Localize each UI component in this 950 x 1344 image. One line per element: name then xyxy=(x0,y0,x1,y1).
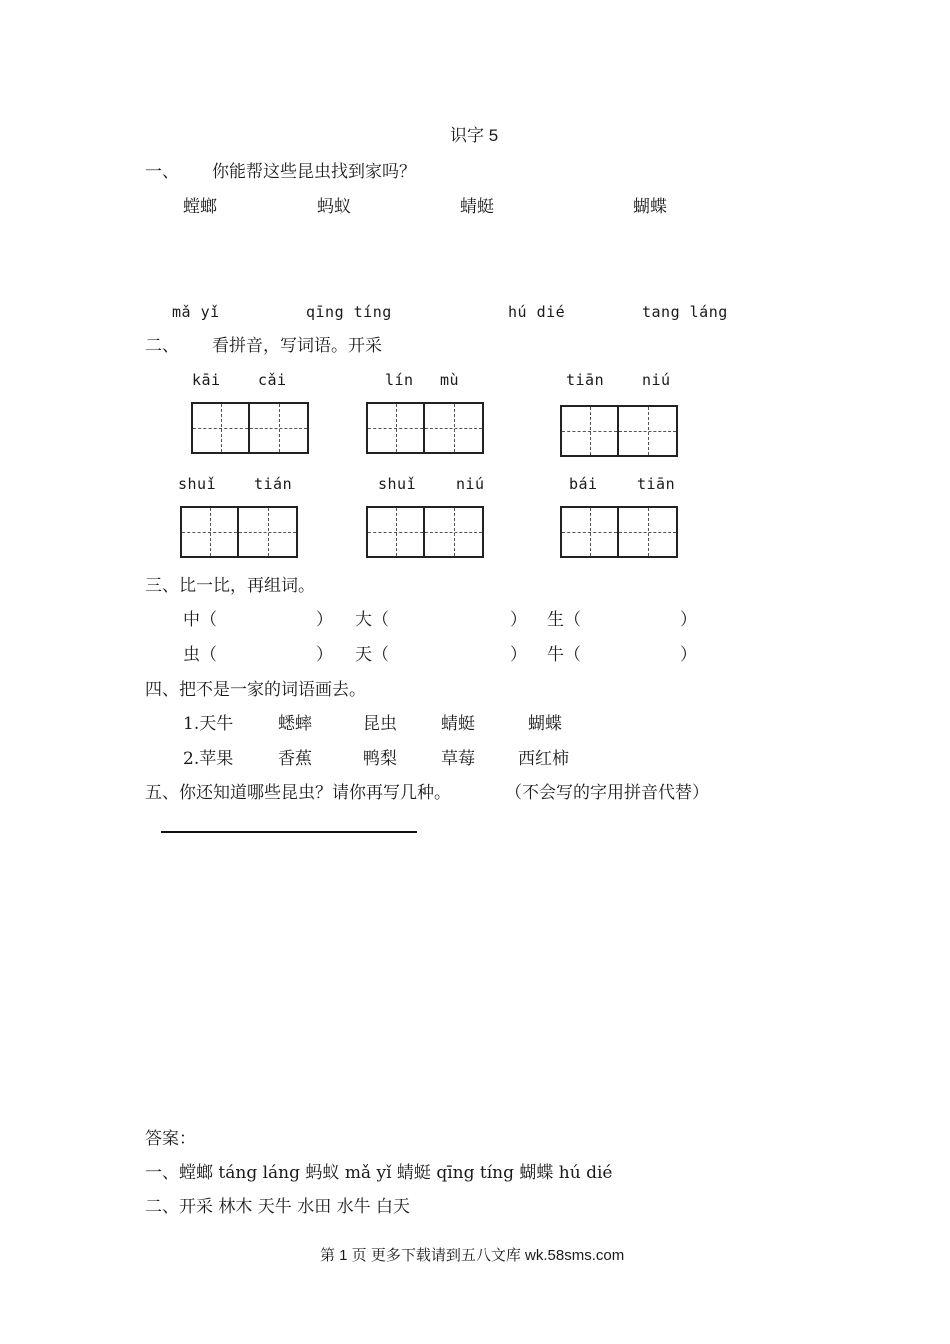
writing-grid[interactable] xyxy=(560,405,678,457)
q3-char: 虫（ xyxy=(183,645,217,665)
q1-word: 蜻蜓 xyxy=(460,197,494,217)
q2-pinyin: tiān xyxy=(566,371,605,389)
q5-note: （不会写的字用拼音代替） xyxy=(505,783,709,803)
q2-pinyin: tiān xyxy=(637,475,676,493)
q2-pinyin: shuǐ xyxy=(178,475,217,493)
q2-pinyin: mù xyxy=(440,371,460,389)
q4-word[interactable]: 草莓 xyxy=(441,749,475,769)
q1-heading: 你能帮这些昆虫找到家吗？ xyxy=(212,162,416,182)
q1-word: 蝴蝶 xyxy=(633,197,667,217)
q1-pinyin: tang láng xyxy=(642,303,728,321)
q3-bracket: ） xyxy=(680,610,697,630)
writing-grid[interactable] xyxy=(366,506,484,558)
q4-heading: 四、把不是一家的词语画去。 xyxy=(145,680,366,700)
q4-word[interactable]: 蜻蜓 xyxy=(441,714,475,734)
q4-word[interactable]: 蟋蟀 xyxy=(278,714,312,734)
q4-word[interactable]: 西红柿 xyxy=(518,749,569,769)
q3-bracket: ） xyxy=(510,645,527,665)
answers-label: 答案： xyxy=(145,1129,196,1149)
q3-char: 牛（ xyxy=(547,645,581,665)
q1-number: 一、 xyxy=(145,162,179,182)
q3-bracket: ） xyxy=(680,645,697,665)
q4-word[interactable]: 1.天牛 xyxy=(183,714,234,734)
writing-grid[interactable] xyxy=(560,506,678,558)
q1-pinyin: qīng tíng xyxy=(306,303,392,321)
q4-word[interactable]: 2.苹果 xyxy=(183,749,234,769)
answer-line[interactable] xyxy=(161,831,417,833)
q3-bracket: ） xyxy=(316,645,333,665)
q2-pinyin: niú xyxy=(456,475,485,493)
q1-word: 螳螂 xyxy=(183,197,217,217)
answers-line: 二、开采 林木 天牛 水田 水牛 白天 xyxy=(145,1197,411,1217)
q2-pinyin: lín xyxy=(385,371,414,389)
answers-line: 一、螳螂 táng láng 蚂蚁 mǎ yǐ 蜻蜓 qīng tíng 蝴蝶 hú dié xyxy=(145,1163,613,1183)
q3-heading: 三、比一比，再组词。 xyxy=(145,576,315,596)
writing-grid[interactable] xyxy=(366,402,484,454)
q3-char: 中（ xyxy=(183,610,217,630)
q2-pinyin: niú xyxy=(642,371,671,389)
q2-pinyin: kāi xyxy=(192,371,221,389)
q3-char: 生（ xyxy=(547,610,581,630)
q2-pinyin: shuǐ xyxy=(378,475,417,493)
q2-heading: 看拼音，写词语。开采 xyxy=(212,336,382,356)
q3-bracket: ） xyxy=(510,610,527,630)
q1-word: 蚂蚁 xyxy=(317,197,351,217)
q4-word[interactable]: 蝴蝶 xyxy=(528,714,562,734)
q2-number: 二、 xyxy=(145,336,179,356)
q2-pinyin: tián xyxy=(254,475,293,493)
writing-grid[interactable] xyxy=(180,506,298,558)
q2-pinyin: bái xyxy=(569,475,598,493)
q5-heading: 五、你还知道哪些昆虫？请你再写几种。 xyxy=(145,783,451,803)
q3-char: 大（ xyxy=(355,610,389,630)
q3-bracket: ） xyxy=(316,610,333,630)
q3-char: 天（ xyxy=(355,645,389,665)
q1-pinyin: hú dié xyxy=(508,303,566,321)
q4-word[interactable]: 香蕉 xyxy=(278,749,312,769)
page-footer: 第 1 页 更多下载请到五八文库 wk.58sms.com xyxy=(320,1247,625,1264)
q2-pinyin: cǎi xyxy=(258,371,287,389)
writing-grid[interactable] xyxy=(191,402,309,454)
q4-word[interactable]: 昆虫 xyxy=(363,714,397,734)
page-title: 识字 5 xyxy=(450,126,499,145)
q4-word[interactable]: 鸭梨 xyxy=(363,749,397,769)
q1-pinyin: mǎ yǐ xyxy=(172,303,220,321)
